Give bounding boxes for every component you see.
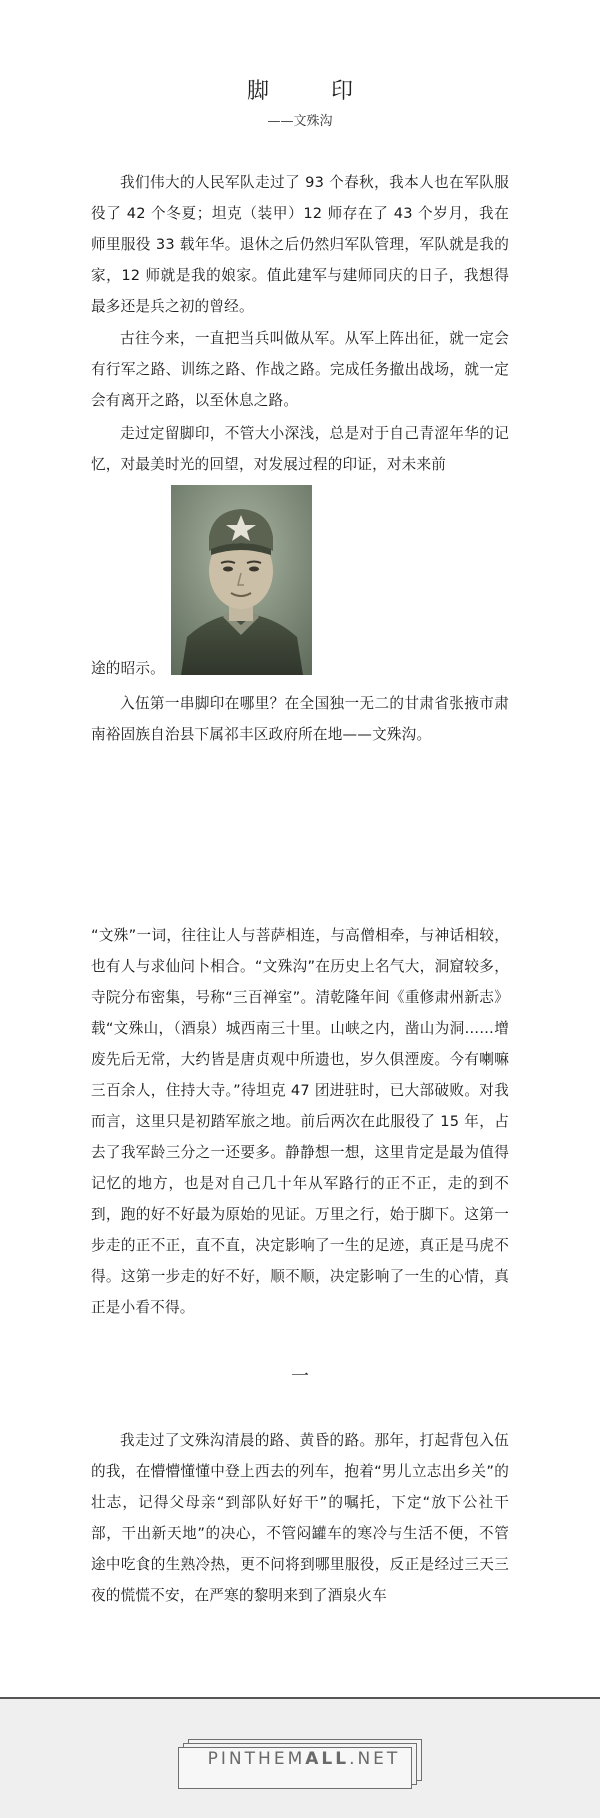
logo-text-them: THEM xyxy=(244,1749,306,1769)
logo-text-all: ALL xyxy=(305,1749,350,1769)
paragraph-6: 我走过了文殊沟清晨的路、黄昏的路。那年，打起背包入伍的我，在懵懵懂懂中登上西去的列车，抱着“男儿立志出乡关”的壮志，记得父母亲“到部队好好干”的嘱托，下定“放下公社干部，干出新天地”的决心，不管闷罐车的寒冷与生活不便，不管途中吃食的生熟冷热，更不问将到哪里服役，反正是经过三天三夜的慌慌不安，在严寒的黎明来到了酒泉火车 xyxy=(91,1432,509,1604)
paragraph-4: 入伍第一串脚印在哪里？在全国独一无二的甘肃省张掖市肃南裕固族自治县下属祁丰区政府所在地——文殊沟。 xyxy=(91,695,509,743)
pinthemall-logo[interactable] xyxy=(178,1739,422,1787)
section-mark: 一 xyxy=(291,1366,309,1387)
logo-text xyxy=(188,1739,420,1779)
paragraph-3-tail: 途的昭示。 xyxy=(91,660,165,677)
portrait-photo xyxy=(171,485,312,675)
footer xyxy=(0,1697,600,1818)
article-author: ——文殊沟 xyxy=(267,114,333,129)
paragraph-1: 我们伟大的人民军队走过了 93 个春秋，我本人也在军队服役了 42 个冬夏；坦克（装甲）12 师存在了 43 个岁月，我在师里服役 33 载年华。退休之后仍然归军队管理，军队就是我的家，12 师就是我的娘家。值此建军与建师同庆的日子，我想得最多还是兵之初的曾经。 xyxy=(91,174,509,315)
article-title: 脚印 xyxy=(246,79,415,104)
portrait-image xyxy=(171,485,312,675)
logo-text-pin: PIN xyxy=(207,1749,245,1769)
paragraph-5: “文殊”一词，往往让人与菩萨相连，与高僧相牵，与神话相较，也有人与求仙问卜相合。“文殊沟”在历史上名气大，洞窟较多，寺院分布密集，号称“三百禅室”。清乾隆年间《重修肃州新志》载“文殊山，（酒泉）城西南三十里。山峡之内，凿山为洞……增废先后无常，大约皆是唐贞观中所遗也，岁久俱湮废。今有喇嘛三百余人，住持大寺。”待坦克 47 团进驻时，已大部破败。对我而言，这里只是初踏军旅之地。前后两次在此服役了 15 年，占去了我军龄三分之一还要多。静静想一想，这里肯定是最为值得记忆的地方，也是对自己几十年从军路行的正不正，走的到不到，跑的好不好最为原始的见证。万里之行，始于脚下。这第一步走的正不正，直不直，决定影响了一生的足迹，真正是马虎不得。这第一步走的好不好，顺不顺，决定影响了一生的心情，真正是小看不得。 xyxy=(91,927,509,1316)
paragraph-3: 走过定留脚印，不管大小深浅，总是对于自己青涩年华的记忆，对最美时光的回望，对发展过程的印证，对未来前 xyxy=(91,425,509,473)
logo-text-net: .NET xyxy=(349,1749,401,1769)
paragraph-2: 古往今来，一直把当兵叫做从军。从军上阵出征，就一定会有行军之路、训练之路、作战之路。完成任务撤出战场，就一定会有离开之路，以至休息之路。 xyxy=(91,330,509,409)
